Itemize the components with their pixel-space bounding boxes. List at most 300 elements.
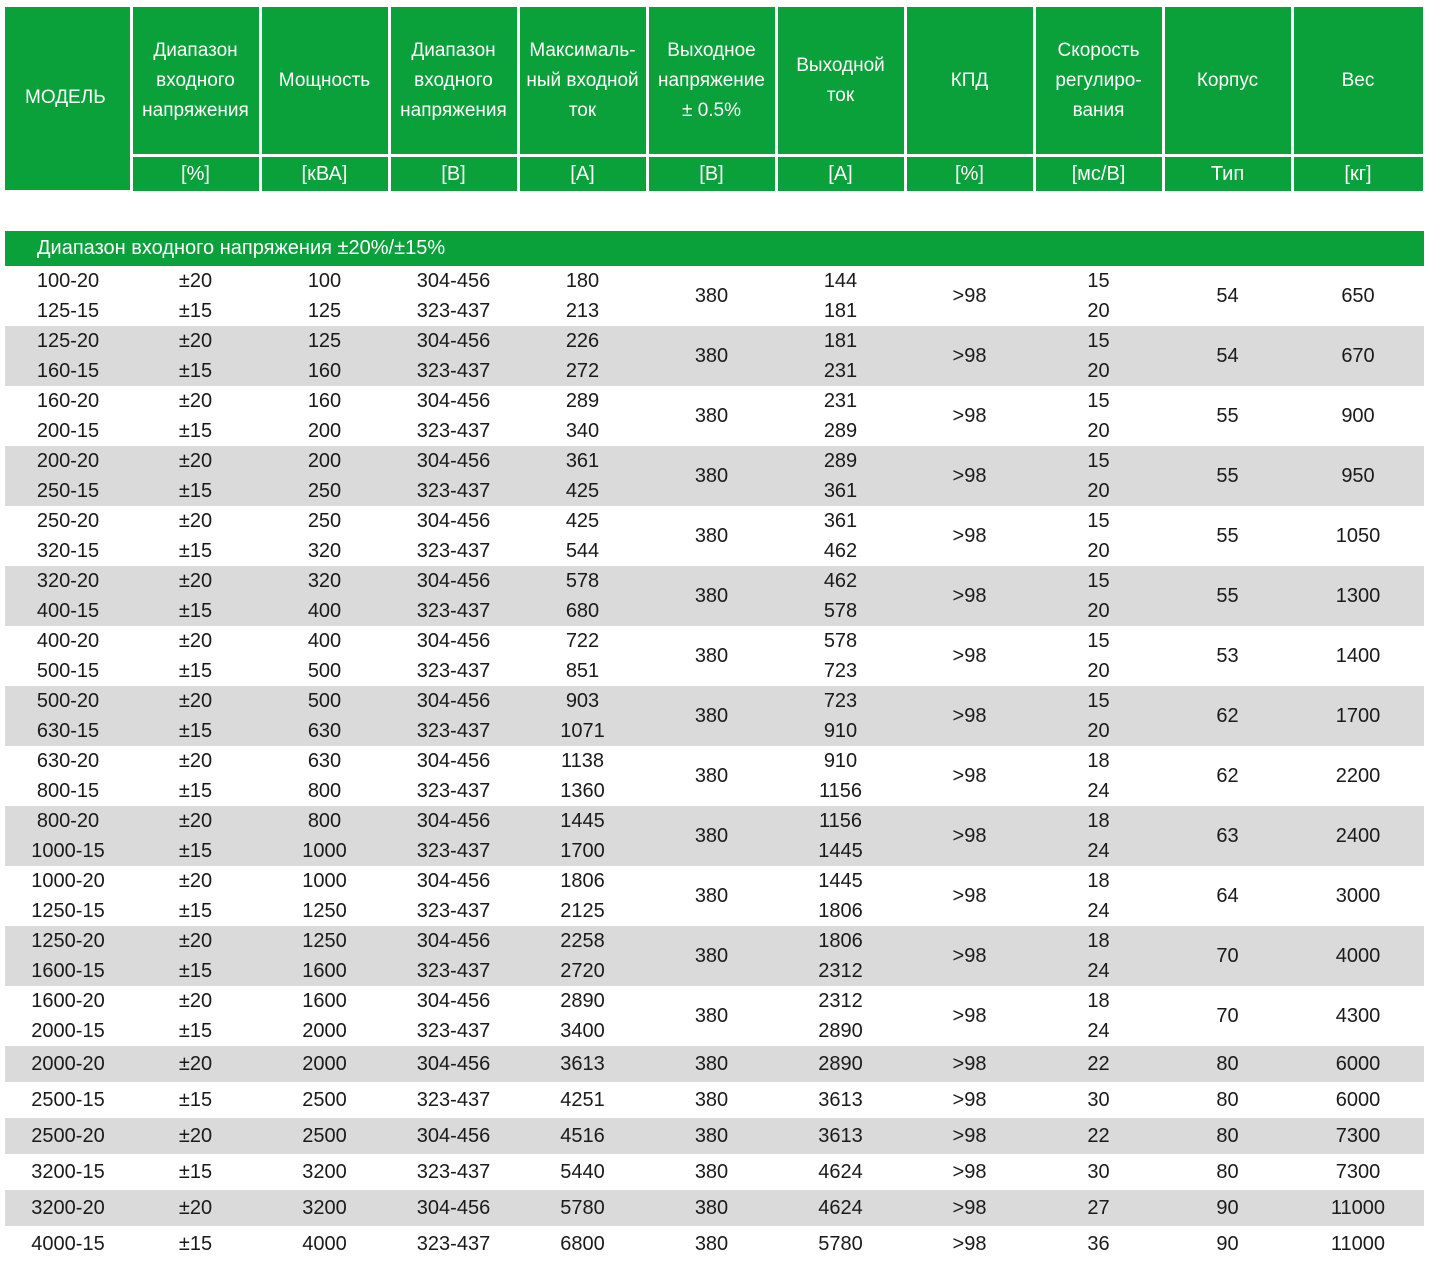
cell-output-current: [776, 386, 905, 446]
cell-input-range-pct-line: ±20: [178, 750, 213, 772]
cell-regulation-speed: [1034, 446, 1163, 506]
table-row: [5, 986, 1424, 1046]
cell-regulation-speed: [1034, 806, 1163, 866]
cell-output-current-line: 361: [823, 480, 858, 502]
cell-power-line: 3200: [302, 1161, 347, 1183]
cell-case: 54: [1163, 326, 1292, 386]
cell-input-range-pct: [131, 1190, 260, 1226]
cell-input-range-pct-line: ±20: [178, 1125, 213, 1147]
cell-max-input-current: [518, 686, 647, 746]
cell-max-input-current-line: 425: [565, 480, 600, 502]
cell-input-range-pct-line: ±15: [178, 840, 213, 862]
cell-regulation-speed-line: 18: [1087, 750, 1110, 772]
cell-max-input-current-line: 1138: [560, 750, 604, 772]
cell-regulation-speed-line: 22: [1087, 1053, 1110, 1075]
cell-input-range-pct-line: ±20: [178, 690, 213, 712]
cell-regulation-speed-line: 18: [1087, 990, 1110, 1012]
cell-max-input-current: [518, 1226, 647, 1262]
cell-max-input-current-line: 361: [565, 450, 600, 472]
cell-max-input-current-line: 3400: [560, 1020, 605, 1042]
cell-input-range-pct-line: ±20: [178, 330, 213, 352]
cell-max-input-current-line: 3613: [560, 1053, 605, 1075]
cell-power-line: 1250: [302, 900, 347, 922]
cell-efficiency: >98: [952, 284, 987, 307]
cell-model: [5, 686, 131, 746]
cell-model-line: 125-15: [36, 300, 100, 322]
cell-regulation-speed: [1034, 566, 1163, 626]
cell-weight: 3000: [1335, 884, 1381, 907]
cell-output-voltage: 380: [694, 284, 729, 307]
cell-case: 80: [1163, 1118, 1292, 1154]
cell-case: 53: [1216, 644, 1239, 667]
cell-model: [5, 1226, 131, 1262]
table-row: [5, 926, 1424, 986]
cell-max-input-current: [518, 806, 647, 866]
cell-input-range-pct-line: ±20: [178, 930, 213, 952]
cell-case: 55: [1163, 446, 1292, 506]
cell-output-current: [776, 446, 905, 506]
cell-model: [5, 986, 131, 1046]
cell-output-current: [776, 1226, 905, 1262]
cell-input-range-pct-line: ±20: [178, 810, 213, 832]
unit-max-input-current: [А]: [518, 156, 647, 192]
cell-model: [5, 1118, 131, 1154]
cell-input-range-v-line: 323-437: [416, 540, 491, 562]
column-header-output-current: Выходной ток: [776, 7, 905, 156]
cell-input-range-v-line: 323-437: [416, 1089, 491, 1111]
cell-regulation-speed-line: 30: [1087, 1161, 1110, 1183]
cell-regulation-speed: [1034, 1118, 1163, 1154]
cell-max-input-current-line: 340: [565, 420, 600, 442]
cell-input-range-pct: [131, 866, 260, 926]
cell-input-range-pct-line: ±20: [178, 1197, 213, 1219]
cell-output-current-line: 1806: [818, 930, 863, 952]
column-header-max-input-current: Максималь- ный входной ток: [518, 7, 647, 156]
cell-power-line: 400: [307, 630, 342, 652]
cell-case: 55: [1163, 566, 1292, 626]
cell-input-range-v: [389, 1190, 518, 1226]
cell-max-input-current: [518, 926, 647, 986]
cell-regulation-speed-line: 24: [1087, 1020, 1110, 1042]
cell-power: [260, 446, 389, 506]
cell-power-line: 250: [307, 510, 342, 532]
cell-weight: 7300: [1335, 1160, 1381, 1183]
cell-efficiency: >98: [952, 644, 987, 667]
cell-power-line: 160: [307, 360, 342, 382]
cell-model-line: 1000-20: [31, 870, 105, 892]
cell-max-input-current-line: 272: [565, 360, 600, 382]
unit-input-range-pct: [%]: [131, 156, 260, 192]
cell-efficiency: >98: [952, 764, 987, 787]
cell-input-range-pct-line: ±20: [178, 630, 213, 652]
cell-max-input-current: [518, 266, 647, 326]
cell-power-line: 630: [307, 720, 342, 742]
cell-input-range-pct: [131, 326, 260, 386]
cell-input-range-pct-line: ±20: [178, 990, 213, 1012]
cell-output-current-line: 1445: [818, 840, 863, 862]
cell-output-voltage: 380: [694, 1088, 729, 1111]
cell-output-voltage: 380: [647, 926, 776, 986]
cell-model-line: 3200-15: [31, 1161, 105, 1183]
cell-regulation-speed-line: 15: [1087, 630, 1110, 652]
cell-regulation-speed: [1034, 686, 1163, 746]
cell-input-range-pct: [131, 806, 260, 866]
cell-max-input-current-line: 1071: [560, 720, 605, 742]
cell-max-input-current: [518, 1190, 647, 1226]
cell-regulation-speed: [1034, 1082, 1163, 1118]
cell-input-range-pct-line: ±15: [178, 1233, 213, 1255]
cell-input-range-v: [389, 1118, 518, 1154]
cell-power: [260, 1082, 389, 1118]
cell-output-current: [776, 866, 905, 926]
unit-regulation-speed: [мс/В]: [1034, 156, 1163, 192]
cell-efficiency: >98: [905, 806, 1034, 866]
cell-case: 62: [1216, 764, 1239, 787]
column-header-output-voltage: Выходное напряжение ± 0.5%: [647, 7, 776, 156]
cell-regulation-speed-line: 15: [1087, 450, 1110, 472]
cell-input-range-v: [389, 386, 518, 446]
cell-input-range-v-line: 304-456: [416, 1125, 491, 1147]
table-row: [5, 746, 1424, 806]
cell-input-range-pct: [131, 986, 260, 1046]
cell-case: 54: [1216, 284, 1239, 307]
cell-model-line: 100-20: [36, 270, 100, 292]
cell-max-input-current-line: 2890: [560, 990, 605, 1012]
cell-output-voltage: 380: [647, 446, 776, 506]
cell-input-range-v-line: 304-456: [416, 570, 491, 592]
cell-output-voltage: 380: [694, 404, 729, 427]
cell-regulation-speed-line: 18: [1087, 870, 1110, 892]
cell-efficiency: >98: [905, 686, 1034, 746]
cell-max-input-current-line: 1445: [560, 810, 605, 832]
cell-model-line: 3200-20: [31, 1197, 105, 1219]
table-row: [5, 1190, 1424, 1226]
cell-power-line: 125: [307, 300, 342, 322]
cell-input-range-v-line: 304-456: [416, 990, 491, 1012]
table-row: [5, 1082, 1424, 1118]
cell-regulation-speed-line: 20: [1087, 480, 1110, 502]
cell-case: 80: [1163, 1046, 1292, 1082]
cell-output-current-line: 361: [823, 510, 858, 532]
table-row: [5, 566, 1424, 626]
unit-weight: [кг]: [1292, 156, 1424, 192]
cell-max-input-current-line: 5440: [560, 1161, 605, 1183]
cell-case: 80: [1216, 1088, 1239, 1111]
cell-efficiency: >98: [952, 404, 987, 427]
cell-input-range-v: [389, 986, 518, 1046]
cell-input-range-v: [389, 566, 518, 626]
cell-regulation-speed-line: 22: [1087, 1125, 1110, 1147]
cell-output-current-line: 910: [823, 750, 858, 772]
cell-max-input-current: [518, 446, 647, 506]
cell-weight: 900: [1341, 404, 1375, 427]
cell-power-line: 500: [307, 660, 342, 682]
cell-max-input-current: [518, 326, 647, 386]
cell-max-input-current-line: 425: [565, 510, 600, 532]
cell-max-input-current-line: 1806: [560, 870, 605, 892]
cell-regulation-speed-line: 15: [1087, 510, 1110, 532]
cell-weight: 2400: [1292, 806, 1424, 866]
cell-regulation-speed: [1034, 1190, 1163, 1226]
cell-weight: 2200: [1335, 764, 1381, 787]
data-table: [5, 266, 1424, 1262]
cell-input-range-pct-line: ±15: [178, 480, 213, 502]
cell-output-voltage: 380: [694, 524, 729, 547]
cell-output-current: [776, 266, 905, 326]
cell-input-range-v: [389, 1226, 518, 1262]
cell-regulation-speed-line: 20: [1087, 600, 1110, 622]
cell-model-line: 2500-20: [31, 1125, 105, 1147]
cell-max-input-current: [518, 566, 647, 626]
cell-output-current: [776, 1118, 905, 1154]
cell-max-input-current: [518, 386, 647, 446]
header-label-row: [5, 7, 1424, 156]
cell-power: [260, 866, 389, 926]
cell-input-range-pct: [131, 266, 260, 326]
cell-case: 63: [1163, 806, 1292, 866]
cell-input-range-pct-line: ±15: [178, 1020, 213, 1042]
cell-power-line: 125: [307, 330, 342, 352]
cell-regulation-speed-line: 20: [1087, 360, 1110, 382]
cell-output-current-line: 5780: [818, 1233, 863, 1255]
cell-regulation-speed: [1034, 506, 1163, 566]
column-header-input-range-pct: Диапазон входного напряжения: [131, 7, 260, 156]
cell-regulation-speed-line: 15: [1087, 270, 1110, 292]
unit-output-voltage: [В]: [647, 156, 776, 192]
cell-max-input-current: [518, 746, 647, 806]
cell-regulation-speed: [1034, 1154, 1163, 1190]
cell-input-range-v-line: 323-437: [416, 300, 491, 322]
cell-input-range-v-line: 323-437: [416, 840, 491, 862]
cell-regulation-speed-line: 24: [1087, 960, 1110, 982]
cell-output-current: [776, 746, 905, 806]
cell-max-input-current-line: 1700: [560, 840, 605, 862]
cell-output-current: [776, 686, 905, 746]
cell-max-input-current-line: 5780: [560, 1197, 605, 1219]
cell-input-range-pct-line: ±15: [178, 1161, 213, 1183]
table-row: [5, 506, 1424, 566]
cell-input-range-pct-line: ±20: [178, 390, 213, 412]
cell-input-range-pct: [131, 386, 260, 446]
cell-output-current-line: 1445: [818, 870, 863, 892]
cell-model: [5, 1154, 131, 1190]
cell-model-line: 400-15: [36, 600, 100, 622]
cell-model: [5, 386, 131, 446]
cell-input-range-pct: [131, 1082, 260, 1118]
table-row: [5, 446, 1424, 506]
cell-input-range-pct-line: ±20: [178, 510, 213, 532]
cell-output-voltage: 380: [647, 566, 776, 626]
cell-input-range-v-line: 323-437: [416, 600, 491, 622]
cell-input-range-v: [389, 746, 518, 806]
cell-max-input-current: [518, 866, 647, 926]
column-header-power: Мощность: [260, 7, 389, 156]
cell-power: [260, 746, 389, 806]
cell-output-current-line: 181: [823, 300, 858, 322]
cell-power-line: 400: [307, 600, 342, 622]
cell-input-range-v-line: 323-437: [416, 420, 491, 442]
cell-input-range-v-line: 304-456: [416, 870, 491, 892]
cell-case: 70: [1216, 1004, 1239, 1027]
cell-regulation-speed-line: 20: [1087, 720, 1110, 742]
cell-output-current-line: 144: [823, 270, 858, 292]
cell-output-current-line: 462: [823, 540, 858, 562]
cell-max-input-current: [518, 626, 647, 686]
cell-power-line: 200: [307, 450, 342, 472]
cell-regulation-speed-line: 20: [1087, 540, 1110, 562]
cell-regulation-speed-line: 18: [1087, 930, 1110, 952]
unit-power: [кВА]: [260, 156, 389, 192]
cell-model-line: 250-15: [36, 480, 100, 502]
cell-input-range-pct-line: ±15: [178, 300, 213, 322]
cell-output-current-line: 462: [823, 570, 858, 592]
cell-output-voltage: 380: [647, 1190, 776, 1226]
cell-case: 62: [1163, 686, 1292, 746]
cell-output-current-line: 289: [823, 450, 858, 472]
cell-power: [260, 626, 389, 686]
cell-weight: 11000: [1330, 1232, 1386, 1255]
cell-power-line: 630: [307, 750, 342, 772]
cell-model: [5, 326, 131, 386]
cell-model-line: 500-15: [36, 660, 100, 682]
cell-model-line: 800-15: [36, 780, 100, 802]
cell-input-range-v-line: 304-456: [416, 1053, 491, 1075]
cell-weight: 7300: [1292, 1118, 1424, 1154]
cell-output-current-line: 181: [823, 330, 858, 352]
cell-regulation-speed-line: 20: [1087, 420, 1110, 442]
cell-max-input-current-line: 722: [565, 630, 600, 652]
cell-regulation-speed-line: 18: [1087, 810, 1110, 832]
cell-model: [5, 926, 131, 986]
cell-input-range-pct-line: ±20: [178, 570, 213, 592]
column-header-input-range-v: Диапазон входного напряжения: [389, 7, 518, 156]
cell-output-voltage: 380: [694, 644, 729, 667]
cell-output-current-line: 1156: [818, 780, 862, 802]
cell-max-input-current-line: 4251: [560, 1089, 605, 1111]
cell-model-line: 320-20: [36, 570, 100, 592]
cell-input-range-v: [389, 1046, 518, 1082]
cell-output-current-line: 3613: [818, 1089, 863, 1111]
cell-input-range-v-line: 304-456: [416, 690, 491, 712]
cell-input-range-pct: [131, 1046, 260, 1082]
cell-efficiency: >98: [952, 884, 987, 907]
cell-case: 90: [1216, 1232, 1239, 1255]
cell-output-current: [776, 926, 905, 986]
cell-max-input-current-line: 680: [565, 600, 600, 622]
cell-max-input-current: [518, 506, 647, 566]
cell-output-voltage: 380: [694, 1232, 729, 1255]
cell-input-range-v-line: 323-437: [416, 480, 491, 502]
cell-model-line: 160-20: [36, 390, 100, 412]
cell-power-line: 3200: [302, 1197, 347, 1219]
cell-max-input-current: [518, 1154, 647, 1190]
cell-output-current-line: 578: [823, 630, 858, 652]
cell-model-line: 200-20: [36, 450, 100, 472]
cell-regulation-speed: [1034, 986, 1163, 1046]
cell-efficiency: >98: [952, 1232, 987, 1255]
cell-efficiency: >98: [905, 446, 1034, 506]
header-unit-row: [5, 156, 1424, 192]
cell-model-line: 1600-15: [31, 960, 105, 982]
cell-case: 70: [1163, 926, 1292, 986]
cell-max-input-current-line: 289: [565, 390, 600, 412]
cell-regulation-speed-line: 36: [1087, 1233, 1110, 1255]
column-header-weight: Вес: [1292, 7, 1424, 156]
cell-input-range-v-line: 323-437: [416, 1020, 491, 1042]
cell-output-current: [776, 566, 905, 626]
cell-weight: 6000: [1335, 1088, 1381, 1111]
cell-power-line: 1250: [302, 930, 347, 952]
cell-model-line: 160-15: [36, 360, 100, 382]
cell-output-current-line: 578: [823, 600, 858, 622]
cell-power: [260, 566, 389, 626]
cell-model: [5, 266, 131, 326]
cell-model: [5, 1082, 131, 1118]
cell-input-range-pct: [131, 746, 260, 806]
table-row: [5, 686, 1424, 746]
cell-input-range-pct: [131, 566, 260, 626]
table-row: [5, 266, 1424, 326]
column-header-efficiency: КПД: [905, 7, 1034, 156]
cell-model-line: 320-15: [36, 540, 100, 562]
cell-weight: 6000: [1292, 1046, 1424, 1082]
cell-weight: 950: [1292, 446, 1424, 506]
cell-max-input-current-line: 226: [565, 330, 600, 352]
cell-power-line: 4000: [302, 1233, 347, 1255]
cell-input-range-v-line: 304-456: [416, 750, 491, 772]
cell-model: [5, 746, 131, 806]
cell-model: [5, 806, 131, 866]
cell-input-range-pct-line: ±20: [178, 270, 213, 292]
cell-output-voltage: 380: [647, 1046, 776, 1082]
cell-model: [5, 446, 131, 506]
cell-efficiency: >98: [952, 524, 987, 547]
cell-output-current: [776, 1082, 905, 1118]
cell-power-line: 800: [307, 780, 342, 802]
cell-power-line: 160: [307, 390, 342, 412]
cell-model: [5, 1190, 131, 1226]
cell-model: [5, 866, 131, 926]
cell-output-voltage: 380: [694, 884, 729, 907]
cell-model: [5, 566, 131, 626]
section-title-bar: Диапазон входного напряжения ±20%/±15%: [5, 231, 1424, 266]
cell-regulation-speed: [1034, 926, 1163, 986]
cell-efficiency: >98: [905, 1118, 1034, 1154]
cell-power-line: 1000: [302, 870, 347, 892]
cell-efficiency: >98: [905, 1190, 1034, 1226]
cell-input-range-v: [389, 506, 518, 566]
cell-input-range-v-line: 323-437: [416, 720, 491, 742]
cell-model-line: 4000-15: [31, 1233, 105, 1255]
cell-input-range-v: [389, 866, 518, 926]
cell-efficiency: >98: [952, 1088, 987, 1111]
cell-model: [5, 506, 131, 566]
cell-efficiency: >98: [905, 926, 1034, 986]
cell-model: [5, 626, 131, 686]
cell-input-range-v-line: 304-456: [416, 270, 491, 292]
cell-regulation-speed: [1034, 1046, 1163, 1082]
unit-efficiency: [%]: [905, 156, 1034, 192]
cell-power-line: 500: [307, 690, 342, 712]
cell-input-range-v-line: 304-456: [416, 510, 491, 532]
unit-case: Тип: [1163, 156, 1292, 192]
table-row: [5, 1046, 1424, 1082]
cell-model-line: 800-20: [36, 810, 100, 832]
cell-input-range-pct: [131, 1118, 260, 1154]
cell-max-input-current-line: 851: [565, 660, 600, 682]
cell-model-line: 400-20: [36, 630, 100, 652]
cell-power-line: 1000: [302, 840, 347, 862]
